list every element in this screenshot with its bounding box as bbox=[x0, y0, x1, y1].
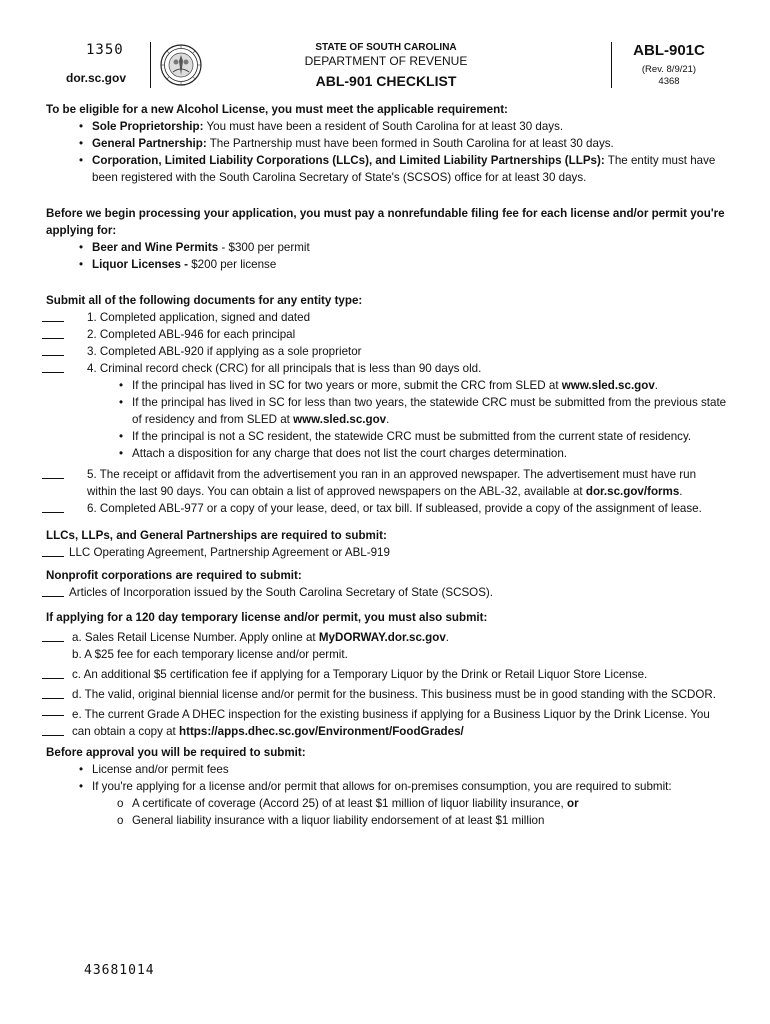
document-item-1 bbox=[46, 309, 728, 326]
document-text: 1. Completed application, signed and dated bbox=[87, 311, 311, 324]
eligibility-item-sole-proprietorship bbox=[46, 118, 728, 135]
form-header bbox=[46, 40, 726, 90]
crc-sub-item-1 bbox=[46, 377, 728, 394]
temporary-item-c bbox=[46, 666, 728, 683]
crc-text-end: . bbox=[654, 379, 659, 392]
checkbox-blank[interactable] bbox=[42, 678, 64, 679]
temporary-text: d. The valid, original biennial license and/or permit for the business. This business must be in good standing with the SCDOR. bbox=[72, 688, 717, 701]
fee-item-liquor bbox=[46, 256, 728, 273]
sled-link[interactable]: www.sled.sc.gov bbox=[293, 413, 387, 426]
sled-link[interactable]: www.sled.sc.gov bbox=[561, 379, 655, 392]
document-text: 6. Completed ABL-977 or a copy of your lease, deed, or tax bill. If subleased, provide a copy of the assignment of lease. bbox=[87, 502, 702, 515]
eligibility-label: Corporation, Limited Liability Corporations (LLCs), and Limited Liability Partnerships (LLPs): bbox=[92, 154, 605, 167]
approval-sub-text: A certificate of coverage (Accord 25) of at least $1 million of liquor liability insurance, bbox=[132, 797, 567, 810]
crc-text: If the principal has lived in SC for two years or more, submit the CRC from SLED at bbox=[132, 379, 562, 392]
documents-heading: Submit all of the following documents for any entity type: bbox=[46, 294, 363, 307]
checkbox-blank[interactable] bbox=[42, 355, 64, 356]
document-item-6 bbox=[46, 500, 728, 517]
approval-item-1: • License and/or permit fees bbox=[46, 761, 728, 778]
temporary-item-e bbox=[46, 706, 728, 740]
crc-sub-item-2 bbox=[46, 394, 728, 428]
document-text-end: . bbox=[679, 485, 683, 498]
checkbox-blank[interactable] bbox=[42, 556, 64, 557]
fee-text: - $300 per permit bbox=[218, 241, 310, 254]
approval-heading: Before approval you will be required to submit: bbox=[46, 746, 306, 759]
llc-heading: LLCs, LLPs, and General Partnerships are required to submit: bbox=[46, 529, 387, 542]
checkbox-blank[interactable] bbox=[42, 338, 64, 339]
fees-heading: Before we begin processing your application, you must pay a nonrefundable filing fee for each license and/or permit you're applying for: bbox=[46, 207, 725, 237]
forms-link[interactable]: dor.sc.gov/forms bbox=[585, 485, 680, 498]
approval-or: or bbox=[566, 797, 579, 810]
eligibility-text: The Partnership must have been formed in South Carolina for at least 30 days. bbox=[206, 137, 614, 150]
temporary-text: b. A $25 fee for each temporary license and/or permit. bbox=[72, 648, 348, 661]
temporary-item-a bbox=[46, 629, 728, 646]
document-item-2 bbox=[46, 326, 728, 343]
nonprofit-text: Articles of Incorporation issued by the South Carolina Secretary of State (SCSOS). bbox=[69, 586, 494, 599]
checkbox-blank[interactable] bbox=[42, 596, 64, 597]
llc-item bbox=[46, 544, 728, 561]
header-divider-left bbox=[150, 42, 151, 88]
form-code-block bbox=[612, 42, 726, 88]
revision-date: (Rev. 8/9/21) bbox=[641, 64, 697, 75]
eligibility-item-general-partnership bbox=[46, 135, 728, 152]
dhec-link[interactable]: https://apps.dhec.sc.gov/Environment/FoodGrades/ bbox=[179, 725, 464, 738]
llc-text: LLC Operating Agreement, Partnership Agreement or ABL-919 bbox=[69, 546, 390, 559]
fee-label: Liquor Licenses - bbox=[92, 258, 188, 271]
department-name: DEPARTMENT OF REVENUE bbox=[304, 54, 468, 68]
document-text: 3. Completed ABL-920 if applying as a sole proprietor bbox=[87, 345, 362, 358]
approval-item-2: • If you're applying for a license and/or permit that allows for on-premises consumption, you are required to submit: bbox=[46, 778, 728, 795]
checkbox-blank[interactable] bbox=[42, 321, 64, 322]
checkbox-blank[interactable] bbox=[42, 735, 64, 736]
document-text: 4. Criminal record check (CRC) for all principals that is less than 90 days old. bbox=[87, 362, 482, 375]
form-code: ABL-901C bbox=[633, 42, 705, 59]
state-name: STATE OF SOUTH CAROLINA bbox=[315, 42, 457, 53]
checkbox-blank[interactable] bbox=[42, 372, 64, 373]
crc-sub-item-3: • If the principal is not a SC resident, the statewide CRC must be submitted from the current state of residency. bbox=[46, 428, 728, 445]
eligibility-label: General Partnership: bbox=[92, 137, 207, 150]
document-item-4 bbox=[46, 360, 728, 377]
checkbox-blank[interactable] bbox=[42, 478, 64, 479]
temporary-text: c. An additional $5 certification fee if applying for a Temporary Liquor by the Drink or Retail Liquor Store License. bbox=[72, 668, 648, 681]
fee-text: $200 per license bbox=[188, 258, 277, 271]
document-item-5 bbox=[46, 466, 728, 500]
eligibility-item-corporation bbox=[46, 152, 728, 186]
temporary-item-b bbox=[46, 646, 728, 663]
eligibility-heading: To be eligible for a new Alcohol License, you must meet the applicable requirement: bbox=[46, 103, 508, 116]
temporary-text: e. The current Grade A DHEC inspection for the existing business if applying for a Business Liquor by the Drink License. You can obtain a copy at bbox=[72, 708, 710, 738]
eligibility-text: You must have been a resident of South Carolina for at least 30 days. bbox=[203, 120, 564, 133]
approval-sub-item-1 bbox=[46, 795, 728, 812]
document-text: 5. The receipt or affidavit from the advertisement you ran in an approved newspaper. The advertisement must have run within the last 90 days. You can obtain a list of approved newspapers on the ABL-32, available at bbox=[87, 468, 697, 498]
temporary-item-d bbox=[46, 686, 728, 703]
crc-sub-item-4: • Attach a disposition for any charge that does not list the court charges determination. bbox=[46, 445, 728, 462]
checkbox-blank[interactable] bbox=[42, 512, 64, 513]
header-title-block bbox=[246, 42, 526, 91]
website-label: dor.sc.gov bbox=[66, 71, 127, 85]
fee-label: Beer and Wine Permits bbox=[92, 241, 219, 254]
form-number: 1350 bbox=[86, 42, 124, 58]
checkbox-blank[interactable] bbox=[42, 698, 64, 699]
checkbox-blank[interactable] bbox=[42, 641, 64, 642]
footer-barcode-number: 43681014 bbox=[84, 963, 155, 978]
temporary-heading: If applying for a 120 day temporary license and/or permit, you must also submit: bbox=[46, 611, 488, 624]
form-internal-code: 4368 bbox=[658, 76, 680, 87]
mydorway-link[interactable]: MyDORWAY.dor.sc.gov bbox=[318, 631, 446, 644]
state-seal-icon bbox=[160, 44, 202, 86]
fee-item-beer-wine bbox=[46, 239, 728, 256]
document-text: 2. Completed ABL-946 for each principal bbox=[87, 328, 296, 341]
approval-sub-item-2: o General liability insurance with a liquor liability endorsement of at least $1 million bbox=[46, 812, 728, 829]
crc-text: If the principal has lived in SC for less than two years, the statewide CRC must be submitted from the previous state of residency and from SLED at bbox=[132, 396, 727, 426]
eligibility-text: The entity must have been registered with the South Carolina Secretary of State's (SCSOS) office for at least 30 days. bbox=[92, 154, 716, 184]
checklist-body bbox=[46, 101, 728, 829]
page-title: ABL-901 CHECKLIST bbox=[315, 73, 457, 89]
document-item-3 bbox=[46, 343, 728, 360]
temporary-text-end: . bbox=[445, 631, 450, 644]
nonprofit-heading: Nonprofit corporations are required to submit: bbox=[46, 569, 302, 582]
crc-text-end: . bbox=[386, 413, 390, 426]
eligibility-label: Sole Proprietorship: bbox=[92, 120, 204, 133]
nonprofit-item bbox=[46, 584, 728, 601]
temporary-text: a. Sales Retail License Number. Apply online at bbox=[72, 631, 319, 644]
